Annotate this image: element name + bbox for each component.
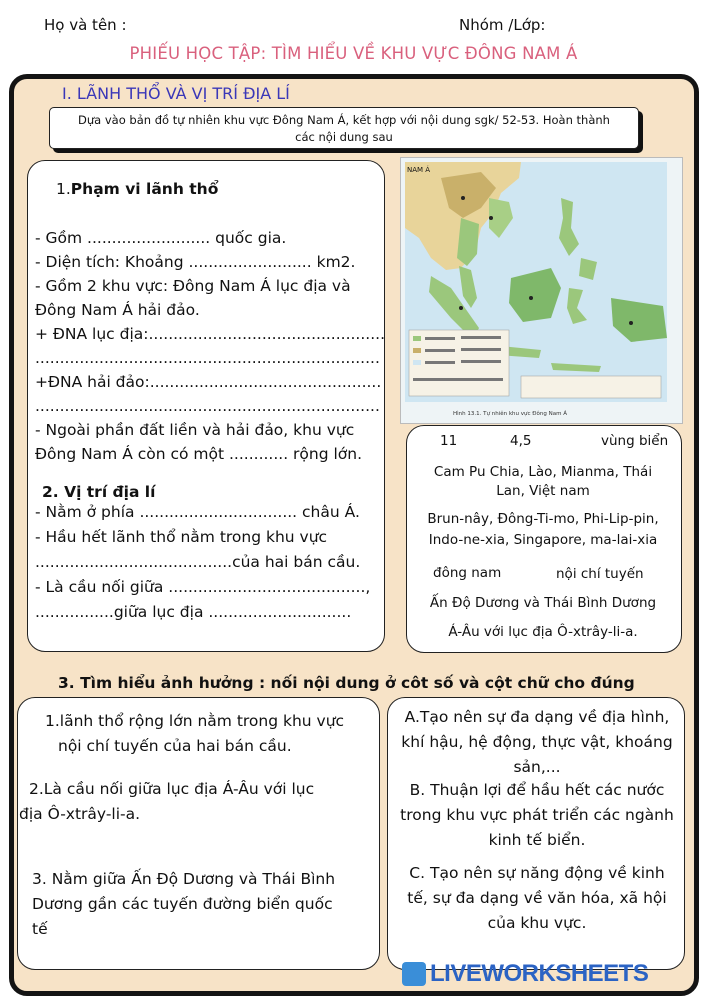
word-option-line: Cam Pu Chia, Lào, Mianma, Thái (433, 464, 653, 480)
location-heading: 2. Vị trí địa lí (42, 483, 156, 501)
numbered-line: 3. Nằm giữa Ấn Độ Dương và Thái Bình (32, 870, 336, 888)
numbered-line: 1.lãnh thổ rộng lớn nằm trong khu vực (45, 712, 345, 730)
lettered-line: sản,... (513, 758, 561, 776)
page-title: PHIẾU HỌC TẬP: TÌM HIỂU VỀ KHU VỰC ĐÔNG NAM Á (129, 44, 578, 63)
territory-line[interactable]: + ĐNA lục địa:................................................ (35, 325, 385, 343)
lettered-item-b[interactable] (388, 778, 686, 853)
location-line: - Hầu hết lãnh thổ nằm trong khu vực (35, 528, 328, 546)
word-option[interactable]: vùng biển (601, 433, 669, 449)
word-option-line: Indo-ne-xia, Singapore, ma-lai-xia (428, 532, 658, 548)
intro-line-2: các nội dung sau (295, 130, 393, 144)
lettered-line: trong khu vực phát triển các ngành (400, 806, 674, 824)
lettered-item-a[interactable] (388, 705, 686, 780)
numbered-line: 2.Là cầu nối giữa lục địa Á-Âu với lục (29, 780, 315, 798)
territory-heading-num: 1. (56, 180, 71, 198)
territory-heading-text: Phạm vi lãnh thổ (70, 180, 219, 198)
word-option[interactable]: Á-Âu với lục địa Ô-xtrây-li-a. (448, 624, 638, 640)
lettered-line: B. Thuận lợi để hầu hết các nước (409, 781, 665, 799)
territory-line[interactable]: - Diện tích: Khoảng ......................... km2. (35, 253, 356, 271)
word-option[interactable]: nội chí tuyến (556, 566, 644, 582)
section1-title: I. LÃNH THỔ VÀ VỊ TRÍ ĐỊA LÍ (62, 84, 290, 103)
lettered-line: kinh tế biển. (488, 831, 586, 849)
lettered-line: khí hậu, hệ động, thực vật, khoáng (401, 733, 673, 751)
numbered-column (17, 697, 380, 970)
numbered-line: nội chí tuyến của hai bán cầu. (58, 737, 292, 755)
southeast-asia-map (400, 157, 683, 424)
word-option[interactable]: Ấn Độ Dương và Thái Bình Dương (429, 595, 657, 611)
intro-line-1: Dựa vào bản đồ tự nhiên khu vực Đông Nam Á, kết hợp với nội dung sgk/ 52-53. Hoàn thành (78, 113, 610, 127)
lettered-line: A.Tạo nên sự đa dạng về địa hình, (404, 708, 670, 726)
word-option-line: Brun-nây, Đông-Ti-mo, Phi-Lip-pin, (427, 511, 659, 527)
territory-line: Đông Nam Á hải đảo. (35, 301, 200, 319)
word-option[interactable]: đông nam (433, 565, 502, 581)
word-option[interactable]: 4,5 (510, 433, 532, 449)
lettered-line: của khu vực. (487, 914, 587, 932)
watermark-text: LIVEWORKSHEETS (430, 960, 649, 987)
territory-line[interactable]: +ĐNA hải đảo:............................................... (35, 373, 382, 391)
lettered-item-c[interactable] (388, 861, 686, 936)
territory-location-box (27, 160, 385, 652)
territory-line[interactable]: Đông Nam Á còn có một ............ rộng lớn. (35, 445, 363, 463)
word-bank (406, 425, 682, 653)
location-line[interactable]: ................giữa lục địa ............................. (35, 603, 352, 621)
numbered-item-2[interactable] (19, 777, 314, 827)
numbered-item-1[interactable] (45, 709, 344, 759)
lettered-line: tế, sự đa dạng về văn hóa, xã hội (407, 889, 667, 907)
territory-line[interactable]: - Gồm ......................... quốc gia. (35, 229, 287, 247)
section3-title: 3. Tìm hiểu ảnh hưởng : nối nội dung ở côt số và cột chữ cho đúng (58, 674, 635, 692)
lettered-line: C. Tạo nên sự năng động về kinh (409, 864, 665, 882)
territory-line[interactable]: ...................................................................... (35, 349, 380, 367)
intro-box (49, 107, 639, 149)
map-caption: Hình 13.1. Tự nhiên khu vực Đông Nam Á (453, 411, 567, 417)
map-illustration (401, 158, 682, 423)
group-label: Nhóm /Lớp: (459, 16, 546, 34)
territory-line[interactable]: ...................................................................... (35, 397, 380, 415)
word-option[interactable]: 11 (440, 433, 458, 449)
word-option[interactable] (407, 511, 679, 548)
liveworksheets-logo-icon (402, 962, 426, 986)
territory-line: - Ngoài phần đất liền và hải đảo, khu vực (35, 421, 355, 439)
territory-heading (56, 179, 218, 199)
word-option[interactable] (407, 464, 679, 499)
territory-line: - Gồm 2 khu vực: Đông Nam Á lục địa và (35, 277, 351, 295)
lettered-column (387, 697, 685, 970)
name-label: Họ và tên : (44, 16, 127, 34)
numbered-line: Dương gần các tuyến đường biển quốc (32, 895, 333, 913)
numbered-item-3[interactable] (32, 867, 335, 942)
location-line[interactable]: - Nằm ở phía ................................ châu Á. (35, 503, 360, 521)
numbered-line: địa Ô-xtrây-li-a. (19, 805, 141, 823)
location-line[interactable]: - Là cầu nối giữa ........................................, (35, 578, 371, 596)
numbered-line: tế (32, 920, 48, 938)
word-option-line: Lan, Việt nam (496, 483, 590, 499)
location-line[interactable]: ........................................của hai bán cầu. (35, 553, 361, 571)
map-region-label: NAM Á (407, 166, 431, 174)
